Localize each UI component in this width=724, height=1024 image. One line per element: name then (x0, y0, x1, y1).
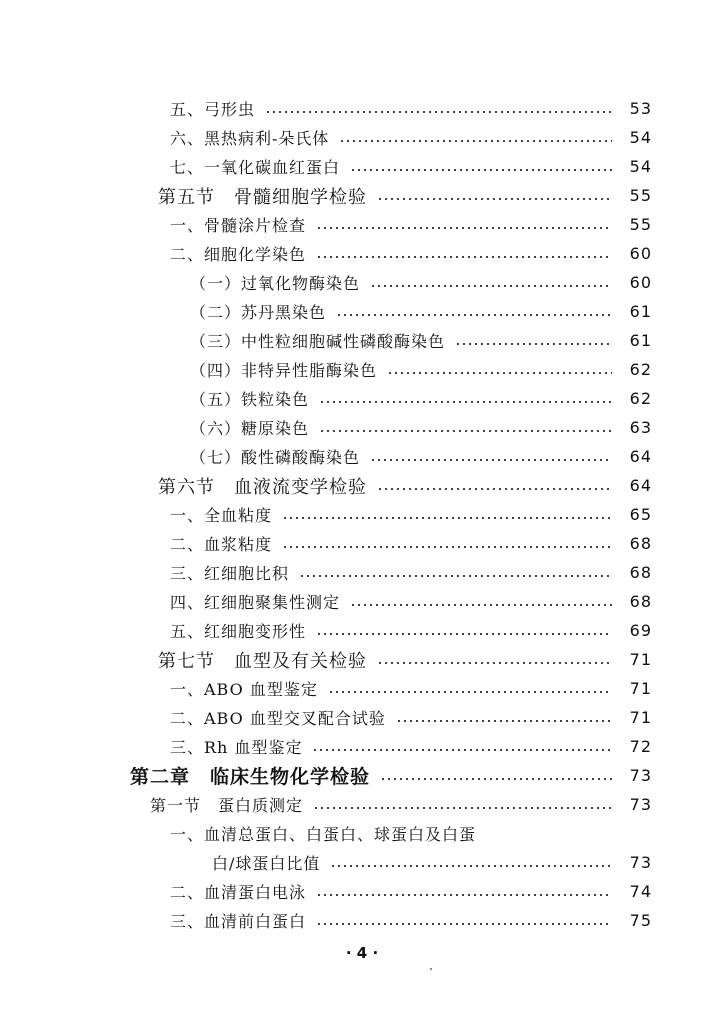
dot-leader (370, 459, 612, 461)
toc-entry (0, 297, 724, 326)
toc-entry (0, 181, 724, 210)
toc-entry-label: 三、血清前白蛋白 (170, 912, 307, 931)
toc-entry-label: 五、红细胞变形性 (170, 622, 307, 641)
dot-leader (377, 198, 612, 200)
dot-leader (316, 227, 612, 229)
dot-leader (350, 169, 612, 171)
toc-entry (0, 94, 724, 123)
toc-entry-page: 63 (629, 418, 652, 437)
toc-entry-label: （五）铁粒染色 (190, 390, 310, 409)
dot-leader (265, 111, 612, 113)
dot-leader (319, 430, 612, 432)
toc-entry (0, 471, 724, 500)
dot-leader (282, 517, 612, 519)
toc-entry (0, 848, 724, 877)
toc-entry-label: 一、血清总蛋白、白蛋白、球蛋白及白蛋 (170, 825, 477, 844)
dot-leader (377, 488, 612, 490)
dot-leader (336, 314, 612, 316)
toc-entry (0, 645, 724, 674)
dot-leader (313, 807, 612, 809)
toc-entry-label: （二）苏丹黑染色 (190, 303, 327, 322)
dot-leader (316, 256, 612, 258)
toc-entry-page: 61 (629, 331, 652, 350)
toc-entry-page: 72 (629, 737, 652, 756)
toc-entry-page: 55 (629, 186, 652, 205)
toc-entry-label: 一、全血粘度 (170, 506, 273, 525)
toc-entry-label: （四）非特异性脂酶染色 (190, 361, 378, 380)
toc-entry-page: 64 (629, 476, 652, 495)
dot-leader (330, 865, 612, 867)
scan-speck (430, 968, 432, 970)
toc-entry (0, 268, 724, 297)
toc-entry (0, 790, 724, 819)
dot-leader (396, 720, 612, 722)
toc-entry-page: 75 (629, 911, 652, 930)
toc-entry (0, 326, 724, 355)
toc-entry-page: 54 (629, 157, 652, 176)
toc-entry-label: 六、黑热病利-朵氏体 (170, 129, 330, 148)
toc-entry (0, 500, 724, 529)
dot-leader (312, 749, 612, 751)
toc-entry-label: （七）酸性磷酸酶染色 (190, 448, 361, 467)
toc-entry (0, 529, 724, 558)
dot-leader (316, 923, 612, 925)
toc-entry-page: 61 (629, 302, 652, 321)
dot-leader (339, 140, 612, 142)
toc-entry (0, 674, 724, 703)
dot-leader (455, 343, 612, 345)
toc-entry-label: 二、ABO 血型交叉配合试验 (170, 709, 386, 728)
toc-entry-page: 53 (629, 99, 652, 118)
toc-entry-page: 74 (629, 882, 652, 901)
toc-entry-page: 68 (629, 592, 652, 611)
toc-entry-page: 71 (629, 708, 652, 727)
toc-entry (0, 703, 724, 732)
toc-entry-page: 69 (629, 621, 652, 640)
toc-entry-page: 54 (629, 128, 652, 147)
toc-entry-label: （三）中性粒细胞碱性磷酸酶染色 (190, 332, 446, 351)
toc-entry (0, 123, 724, 152)
toc-entry (0, 413, 724, 442)
toc-entry-label: 第五节 骨髓细胞学检验 (158, 186, 367, 208)
toc-entry-page: 73 (629, 795, 652, 814)
dot-leader (377, 662, 612, 664)
toc-entry-page: 68 (629, 534, 652, 553)
toc-entry-page: 73 (629, 853, 652, 872)
toc-entry-label: 四、红细胞聚集性测定 (170, 593, 341, 612)
toc-entry (0, 239, 724, 268)
toc-entry-label: 二、细胞化学染色 (170, 245, 307, 264)
toc-entry (0, 761, 724, 790)
toc-entry-label: 二、血浆粘度 (170, 535, 273, 554)
toc-entry (0, 152, 724, 181)
toc-entry-label: 七、一氧化碳血红蛋白 (170, 158, 341, 177)
dot-leader (299, 575, 612, 577)
page-number: · 4 · (345, 944, 379, 962)
toc-entry (0, 355, 724, 384)
toc-entry-page: 60 (629, 244, 652, 263)
toc-entry-label: 第七节 血型及有关检验 (158, 650, 367, 672)
toc-entry (0, 384, 724, 413)
toc-entry-label: 二、血清蛋白电泳 (170, 883, 307, 902)
toc-entry-label: （六）糖原染色 (190, 419, 310, 438)
dot-leader (387, 372, 612, 374)
dot-leader (370, 285, 612, 287)
toc-entry-label: 三、红细胞比积 (170, 564, 290, 583)
toc-entry-page: 55 (629, 215, 652, 234)
dot-leader (328, 691, 612, 693)
dot-leader (282, 546, 612, 548)
toc-entry-label: 一、骨髓涂片检查 (170, 216, 307, 235)
toc-entry-page: 62 (629, 360, 652, 379)
toc-entry (0, 877, 724, 906)
toc-entry (0, 906, 724, 935)
toc-entry-label: （一）过氧化物酶染色 (190, 274, 361, 293)
toc-entry-label: 三、Rh 血型鉴定 (170, 738, 303, 757)
toc-entry-page: 71 (629, 679, 652, 698)
toc-entry-page: 73 (629, 766, 652, 785)
toc-entry (0, 616, 724, 645)
table-of-contents (0, 94, 724, 935)
dot-leader (350, 604, 612, 606)
toc-entry (0, 558, 724, 587)
toc-entry-page: 71 (629, 650, 652, 669)
toc-entry-label: 一、ABO 血型鉴定 (170, 680, 318, 699)
dot-leader (380, 778, 612, 780)
toc-entry-label: 第六节 血液流变学检验 (158, 476, 367, 498)
dot-leader (319, 401, 612, 403)
toc-entry (0, 587, 724, 616)
dot-leader (316, 894, 612, 896)
toc-entry (0, 732, 724, 761)
toc-entry-page: 60 (629, 273, 652, 292)
toc-entry-page: 64 (629, 447, 652, 466)
toc-entry-page: 62 (629, 389, 652, 408)
toc-entry-label: 白/球蛋白比值 (212, 854, 321, 873)
toc-entry-label: 五、弓形虫 (170, 100, 256, 119)
dot-leader (316, 633, 612, 635)
toc-entry-label: 第二章 临床生物化学检验 (130, 766, 371, 788)
toc-entry (0, 819, 724, 848)
toc-entry-page: 65 (629, 505, 652, 524)
toc-entry (0, 210, 724, 239)
toc-entry-page: 68 (629, 563, 652, 582)
toc-entry (0, 442, 724, 471)
toc-entry-label: 第一节 蛋白质测定 (150, 796, 304, 815)
